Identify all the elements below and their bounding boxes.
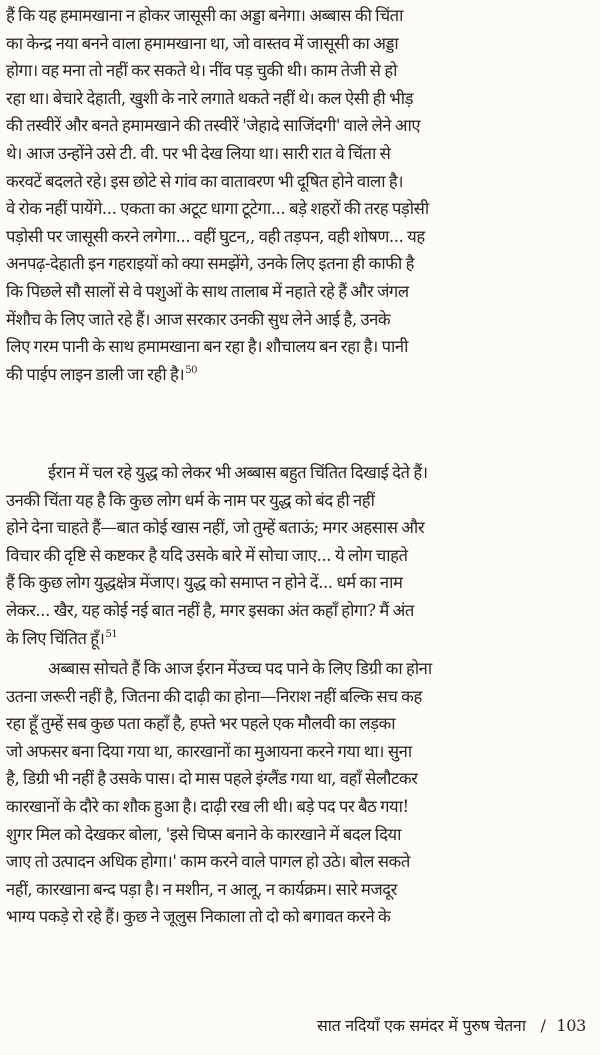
text-line-last — [6, 361, 590, 389]
text-line: हैं कि यह हमामखाना न होकर जासूसी का अड्डा बनेगा। अब्बास की चिंता — [6, 6, 403, 25]
paragraph-3 — [6, 655, 590, 931]
text-line-last — [6, 625, 590, 653]
footnote-marker[interactable]: 50 — [185, 364, 198, 376]
text-line: जो अफसर बना दिया गया था, कारखानों का मुआयना करने गया था। सुना — [6, 741, 412, 761]
page-footer — [317, 1014, 586, 1036]
text-line: हैं कि कुछ लोग युद्धक्षेत्र मेंजाए। युद्ध को समाप्त न होने दें... धर्म का नाम — [6, 573, 403, 593]
text-line: की तस्वीरें और बनते हमामखाने की तस्वीरें 'जेहादे साजिंदगी' वाले लेने आए — [6, 116, 421, 136]
text-line: होगा। वह मना तो नहीं कर सकते थे। नींव पड़ चुकी थी। काम तेजी से हो — [6, 61, 398, 81]
line-text: के लिए चिंतित हूँ। — [6, 628, 105, 648]
text-line: कारखानों के दौरे का शौक हुआ है। दाढ़ी रख ली थी। बड़े पद पर बैठ गया! — [6, 796, 409, 816]
text-line: लेकर... खैर, यह कोई नई बात नहीं है, मगर इसका अंत कहाँ होगा? मैं अंत — [6, 600, 414, 620]
text-line: विचार की दृष्टि से कष्टकर है यदि उसके बारे में सोचा जाए... ये लोग चाहते — [6, 545, 408, 565]
page-number: 103 — [556, 1016, 586, 1035]
footnote-marker[interactable]: 51 — [105, 628, 118, 640]
text-line: उतना जरूरी नहीं है, जितना की दाढ़ी का होना—निराश नहीं बल्कि सच कह — [6, 686, 422, 706]
text-line: अब्बास सोचते हैं कि आज ईरान मेंउच्च पद पाने के लिए डिग्री का होना — [48, 659, 432, 678]
line-text: की पाईप लाइन डाली जा रही है। — [6, 364, 185, 384]
text-line: थे। आज उन्होंने उसे टी. वी. पर भी देख लिया था। सारी रात वे चिंता से — [6, 143, 391, 163]
text-line: अनपढ़-देहाती इन गहराइयों को क्या समझेंगे, उनके लिए इतना ही काफी है — [6, 254, 415, 274]
text-line: उनकी चिंता यह है कि कुछ लोग धर्म के नाम पर युद्ध को बंद ही नहीं — [6, 490, 375, 510]
text-line: रहा था। बेचारे देहाती, खुशी के नारे लगाते थकते नहीं थे। कल ऐसी ही भीड़ — [6, 88, 414, 108]
text-line: वे रोक नहीं पायेंगे... एकता का अटूट धागा टूटेगा... बड़े शहरों की तरह पड़ोसी — [6, 199, 429, 219]
text-line: ईरान में चल रहे युद्ध को लेकर भी अब्बास बहुत चिंतित दिखाई देते हैं। — [48, 463, 428, 482]
text-line: करवटें बदलते रहे। इस छोटे से गांव का वातावरण भी दूषित होने वाला है। — [6, 171, 404, 191]
text-line: पड़ोसी पर जासूसी करने लगेगा... वहीं घुटन,, वही तड़पन, वही शोषण... यह — [6, 226, 425, 246]
text-line: लिए गरम पानी के साथ हमामखाना बन रहा है। शौचालय बन रहा है। पानी — [6, 337, 408, 357]
text-line: रहा हूँ तुम्हें सब कुछ पता कहाँ है, हफ्ते भर पहले एक मौलवी का लड़का — [6, 714, 396, 734]
text-line: नहीं, कारखाना बन्द पड़ा है। न मशीन, न आलू, न कार्यक्रम। सारे मजदूर — [6, 879, 397, 899]
text-line: है, डिग्री भी नहीं है उसके पास। दो मास पहले इंग्लैंड गया था, वहाँ सेलौटकर — [6, 769, 418, 789]
running-title: सात नदियाँ एक समंदर में पुरुष चेतना — [316, 1016, 526, 1035]
paragraph-1 — [6, 2, 590, 388]
paragraph-2 — [6, 459, 590, 652]
text-line: मेंशौच के लिए जाते रहे हैं। आज सरकार उनकी सुध लेने आई है, उनके — [6, 309, 391, 329]
text-line: का केन्द्र नया बनने वाला हमामखाना था, जो वास्तव में जासूसी का अड्डा — [6, 33, 399, 53]
text-line: कि पिछले सौ सालों से वे पशुओं के साथ तालाब में नहाते रहे हैं और जंगल — [6, 281, 409, 301]
text-line: होने देना चाहते हैं—बात कोई खास नहीं, जो तुम्हें बताऊं; मगर अहसास और — [6, 518, 425, 538]
text-line: जाए तो उत्पादन अधिक होगा।' काम करने वाले पागल हो उठे। बोल सकते — [6, 852, 410, 872]
footer-separator: / — [540, 1016, 546, 1035]
text-line: शुगर मिल को देखकर बोला, 'इसे चिप्स बनाने के कारखाने में बदल दिया — [6, 824, 402, 844]
text-line: भाग्य पकड़े रो रहे हैं। कुछ ने जूलुस निकाला तो दो को बगावत करने के — [6, 907, 391, 927]
